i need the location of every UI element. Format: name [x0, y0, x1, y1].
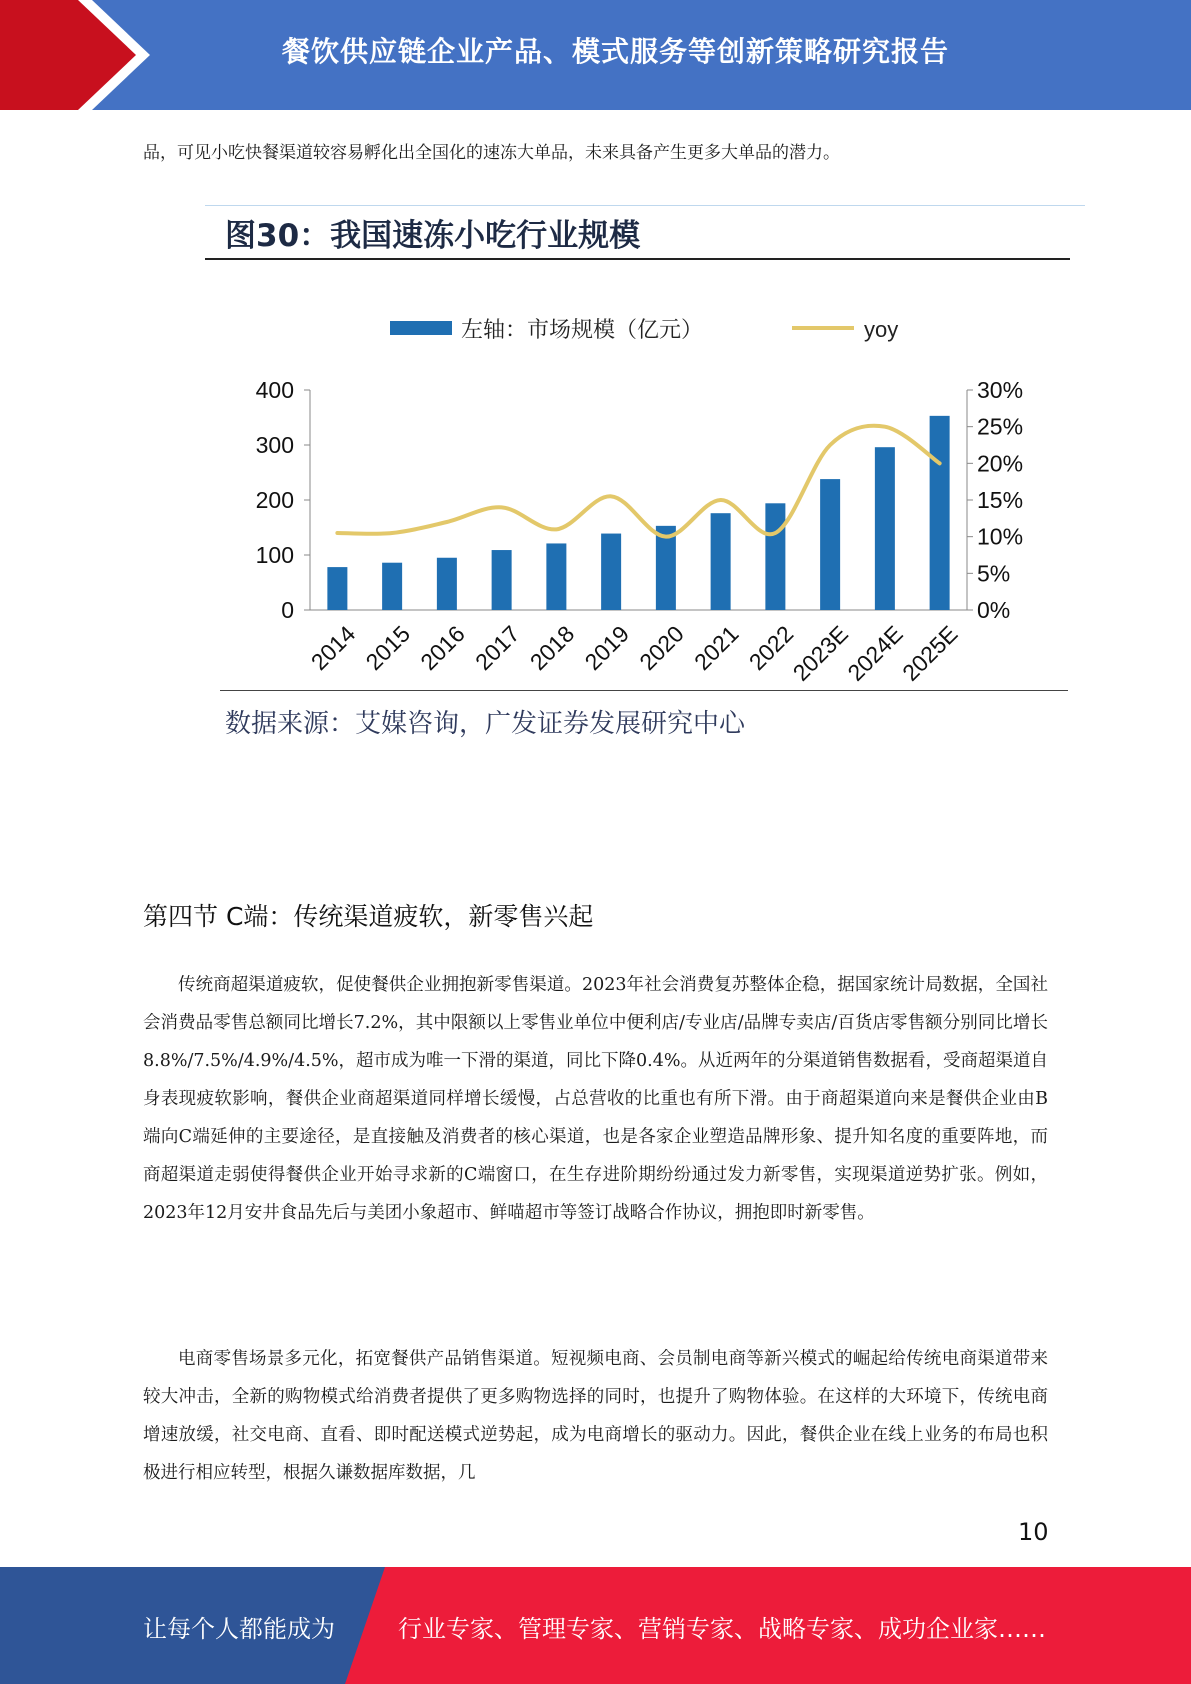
page-header	[0, 0, 1191, 110]
x-tick-label: 2021	[688, 620, 744, 676]
chart-legend	[390, 317, 898, 342]
footer-slogan-right: 行业专家、管理专家、营销专家、战略专家、成功企业家……	[398, 1615, 1046, 1643]
page-footer	[0, 1567, 1191, 1684]
x-tick-label: 2018	[524, 620, 580, 676]
right-tick-label: 5%	[977, 560, 1011, 587]
x-tick-label: 2015	[360, 620, 416, 676]
left-tick-label: 100	[255, 542, 294, 568]
bar-2014	[327, 567, 347, 610]
x-tick-label: 2020	[634, 620, 689, 676]
x-tick-label: 2019	[579, 620, 635, 676]
left-tick-label: 300	[255, 432, 294, 458]
legend-bar-swatch	[390, 321, 452, 335]
left-tick-label: 400	[255, 377, 294, 403]
figure-top-line	[205, 205, 1085, 206]
x-axis-labels	[306, 620, 963, 686]
bar-2024E	[875, 447, 895, 610]
figure-source: 数据来源：艾媒咨询，广发证券发展研究中心	[225, 709, 746, 739]
x-tick-label: 2025E	[897, 620, 963, 686]
section-heading: 第四节 C端：传统渠道疲软，新零售兴起	[143, 902, 594, 931]
left-tick-label: 0	[281, 597, 294, 623]
market-size-chart	[205, 285, 1085, 690]
left-axis	[256, 377, 310, 623]
right-tick-label: 15%	[977, 487, 1024, 513]
intro-text: 品，可见小吃快餐渠道较容易孵化出全国化的速冻大单品，未来具备产生更多大单品的潜力。	[143, 143, 840, 163]
figure-bottom-rule	[220, 690, 1068, 691]
body-paragraph-2: 电商零售场景多元化，拓宽餐供产品销售渠道。短视频电商、会员制电商等新兴模式的崛起给传统电商渠道带来较大冲击，全新的购物模式给消费者提供了更多购物选择的同时，也提升了购物体验。在这样的大环境下，传统电商增速放缓，社交电商、直看、即时配送模式逆势起，成为电商增长的驱动力。因此，餐供企业在线上业务的布局也积极进行相应转型，根据久谦数据库数据，几	[143, 1349, 1048, 1483]
right-tick-label: 10%	[977, 523, 1024, 550]
footer-slogan-left: 让每个人都能成为	[143, 1615, 335, 1643]
legend-line-label: yoy	[864, 317, 899, 342]
legend-line-swatch	[792, 326, 854, 330]
bar-2022	[765, 503, 785, 610]
x-tick-label: 2022	[743, 620, 799, 676]
left-tick-label: 200	[255, 487, 294, 513]
right-tick-label: 0%	[977, 597, 1011, 623]
bar-2017	[492, 550, 512, 610]
bar-2018	[546, 543, 566, 610]
body-paragraph-1: 传统商超渠道疲软，促使餐供企业拥抱新零售渠道。2023年社会消费复苏整体企稳，据国家统计局数据，全国社会消费品零售总额同比增长7.2%，其中限额以上零售业单位中便利店/专业店/品牌专卖店/百货店零售额分别同比增长8.8%/7.5%/4.9%/4.5%，超市成为唯一下滑的渠道，同比下降0.4%。从近两年的分渠道销售数据看，受商超渠道自身表现疲软影响，餐供企业商超渠道同样增长缓慢，占总营收的比重也有所下滑。由于商超渠道向来是餐供企业由B端向C端延伸的主要途径，是直接触及消费者的核心渠道，也是各家企业塑造品牌形象、提升知名度的重要阵地，而商超渠道走弱使得餐供企业开始寻求新的C端窗口，在生存进阶期纷纷通过发力新零售，实现渠道逆势扩张。例如，2023年12月安井食品先后与美团小象超市、鲜喵超市等签订战略合作协议，拥抱即时新零售。	[143, 975, 1048, 1223]
report-title: 餐饮供应链企业产品、模式服务等创新策略研究报告	[281, 35, 949, 68]
bar-2025E	[930, 416, 950, 610]
page-number: 10	[1018, 1518, 1049, 1546]
bar-2023E	[820, 479, 840, 610]
right-axis	[967, 377, 1023, 623]
yoy-line-series	[337, 426, 939, 537]
legend-bar-label: 左轴：市场规模（亿元）	[461, 317, 704, 342]
right-tick-label: 25%	[977, 413, 1024, 440]
bar-2021	[711, 513, 731, 610]
bar-series	[327, 416, 949, 610]
bar-2019	[601, 534, 621, 610]
right-tick-label: 20%	[977, 450, 1024, 477]
x-tick-label: 2017	[469, 620, 525, 676]
figure-title: 图30：我国速冻小吃行业规模	[225, 218, 641, 254]
bar-2016	[437, 558, 457, 610]
figure-title-rule	[205, 258, 1070, 260]
bar-2015	[382, 563, 402, 610]
right-tick-label: 30%	[977, 377, 1024, 403]
x-tick-label: 2024E	[842, 620, 908, 686]
x-tick-label: 2014	[305, 620, 361, 676]
x-tick-label: 2023E	[787, 620, 854, 686]
x-tick-label: 2016	[415, 620, 470, 676]
